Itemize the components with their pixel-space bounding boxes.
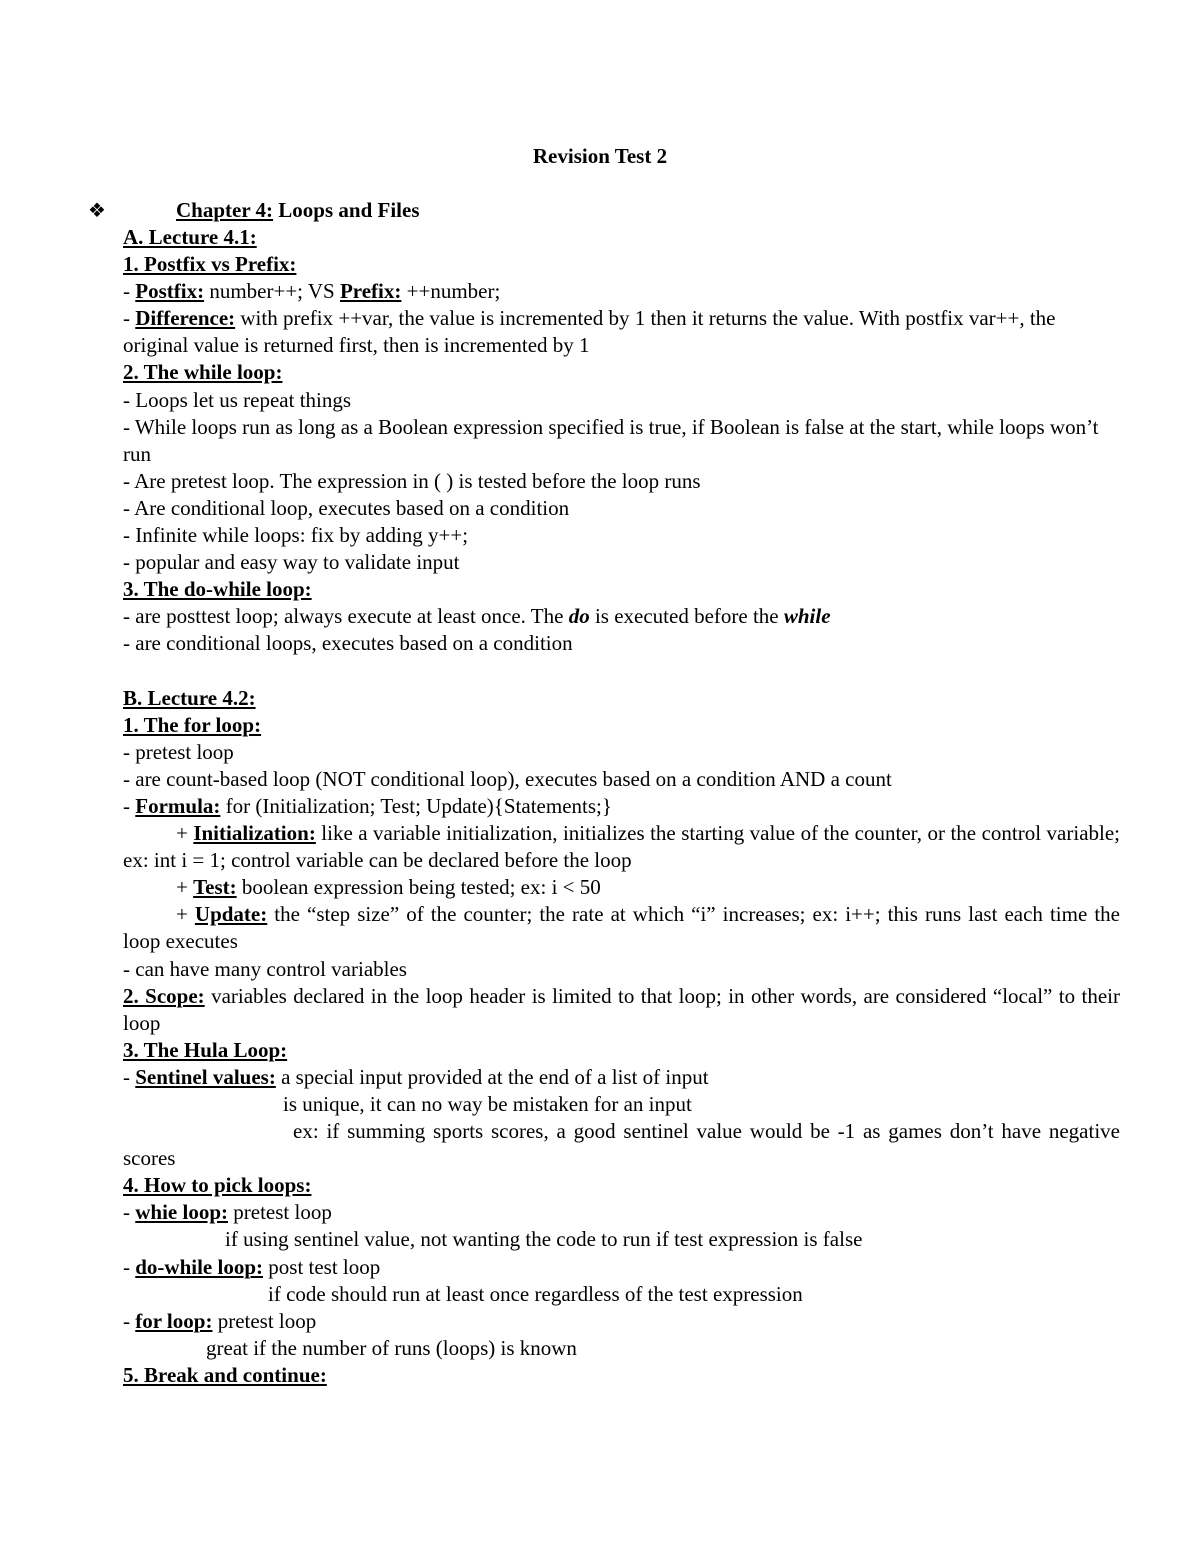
- sentinel-detail: is unique, it can no way be mistaken for an input: [283, 1092, 692, 1116]
- lecture-4-2-heading: B. Lecture 4.2:: [123, 685, 256, 710]
- for-choice-detail: great if the number of runs (loops) is known: [206, 1335, 577, 1360]
- list-item: - Are pretest loop. The expression in ( ) is tested before the loop runs: [123, 468, 701, 493]
- postfix-prefix-line: - Postfix: number++; VS Prefix: ++number;: [123, 279, 501, 304]
- do-while-choice-detail: if code should run at least once regardless of the test expression: [268, 1281, 803, 1306]
- chapter-label: Chapter 4:: [176, 198, 274, 222]
- list-item: - are conditional loops, executes based on a condition: [123, 631, 573, 656]
- chapter-heading: [88, 197, 1128, 225]
- for-choice-line: - for loop: pretest loop: [123, 1308, 317, 1333]
- formula-line: - Formula: for (Initialization; Test; Update){Statements;}: [123, 793, 612, 818]
- do-while-heading: 3. The do-while loop:: [123, 577, 312, 602]
- list-item: - Infinite while loops: fix by adding y++;: [123, 523, 469, 548]
- update-line: + Update: the “step size” of the counter; the rate at which “i” increases; ex: i++; this runs last each time the loop executes: [123, 902, 1121, 954]
- sentinel-line: - Sentinel values: a special input provided at the end of a list of input: [123, 1064, 709, 1089]
- list-item: - are posttest loop; always execute at least once. The do is executed before the while: [123, 604, 831, 629]
- while-choice-detail: if using sentinel value, not wanting the code to run if test expression is false: [225, 1227, 863, 1252]
- initialization-line: + Initialization: like a variable initialization, initializes the starting value of the counter, or the control variable; ex: int i = 1; control variable can be declared before the loop: [123, 821, 1121, 873]
- spacer: [123, 658, 1120, 685]
- while-loop-heading: 2. The while loop:: [123, 360, 283, 385]
- for-loop-heading: 1. The for loop:: [123, 712, 262, 737]
- list-item: - popular and easy way to validate input: [123, 550, 460, 575]
- chapter-title: Loops and Files: [273, 198, 420, 222]
- diamond-bullet-icon: ❖: [88, 200, 106, 222]
- pick-loops-heading: 4. How to pick loops:: [123, 1173, 312, 1198]
- postfix-prefix-heading: 1. Postfix vs Prefix:: [123, 252, 297, 277]
- list-item: - Loops let us repeat things: [123, 387, 352, 412]
- sentinel-example: ex: if summing sports scores, a good sentinel value would be -1 as games don’t have negative scores: [123, 1119, 1120, 1171]
- list-item: - are count-based loop (NOT conditional loop), executes based on a condition AND a count: [123, 766, 892, 791]
- scope-line: 2. Scope: variables declared in the loop header is limited to that loop; in other words, are considered “local” to their loop: [123, 983, 1120, 1035]
- document-title: Revision Test 2: [532, 144, 668, 168]
- test-line: + Test: boolean expression being tested; ex: i < 50: [176, 875, 601, 900]
- lecture-4-1-heading: A. Lecture 4.1:: [123, 225, 257, 249]
- hula-loop-heading: 3. The Hula Loop:: [123, 1037, 288, 1062]
- list-item: - pretest loop: [123, 739, 234, 764]
- list-item: - can have many control variables: [123, 956, 407, 981]
- difference-line: - Difference: with prefix ++var, the value is incremented by 1 then it returns the value. With postfix var++, the original value is returned first, then is incremented by 1: [123, 306, 1056, 358]
- do-while-choice-line: - do-while loop: post test loop: [123, 1254, 381, 1279]
- break-continue-heading: 5. Break and continue:: [123, 1362, 327, 1387]
- document-body: [123, 224, 1120, 1389]
- while-choice-line: - whie loop: pretest loop: [123, 1200, 332, 1225]
- list-item: - While loops run as long as a Boolean expression specified is true, if Boolean is false at the start, while loops won’t run: [123, 414, 1099, 466]
- list-item: - Are conditional loop, executes based on a condition: [123, 495, 570, 520]
